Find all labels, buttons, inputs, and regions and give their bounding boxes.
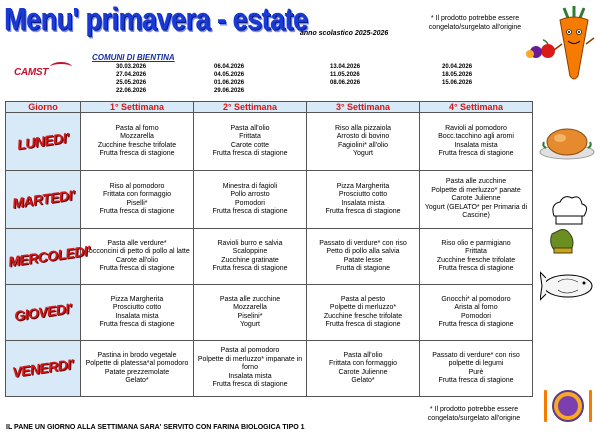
meal-item: Frutta fresca di stagione: [438, 321, 514, 328]
meal-item: Zucchine fresche trifolate: [436, 256, 516, 264]
meal-item: Insalata mista: [115, 312, 159, 320]
meal-item: Pomodori: [235, 199, 265, 207]
meal-item: Gnocchi* al pomodoro: [441, 295, 511, 303]
meal-item: Minestra di fagioli: [222, 182, 278, 190]
date: 25.05.2026: [116, 80, 147, 86]
meal-item: Gelato*: [125, 377, 149, 384]
date: 06.04.2026: [214, 64, 245, 70]
meal-item: Frutta fresca di stagione: [212, 150, 288, 157]
meal-item: Patate lesse: [343, 256, 383, 264]
meal-item: Carote Julienne: [451, 195, 501, 203]
meal-item: Frutta fresca di stagione: [212, 265, 288, 272]
row-wednesday: [6, 229, 533, 285]
meal-item: Piselini*: [237, 312, 263, 320]
day-monday: [6, 113, 81, 171]
meal-item: Zucchine fresche trifolate: [97, 141, 177, 149]
meal-item: Pasta alle zucchine: [219, 295, 281, 303]
day-label: GIOVEDI': [13, 300, 73, 325]
meal-item: Pasta alle zucchine: [445, 178, 507, 186]
meal-item: Yogurt: [240, 321, 260, 328]
meal-cell: [194, 285, 307, 341]
date: 08.06.2026: [330, 80, 361, 86]
meal-item: Piselli*: [126, 199, 148, 207]
day-label: LUNEDI': [16, 129, 70, 153]
meal-item: Polpette di merluzzo* impanate in forno: [197, 355, 303, 372]
roast-chicken-icon: [538, 118, 596, 162]
meal-item: Bocconcini di petto di pollo al latte: [84, 248, 190, 255]
meal-cell: [420, 229, 533, 285]
meal-item: Insalata mista: [228, 372, 272, 380]
note-top: * Il prodotto potrebbe essere congelato/surgelato all'origine: [428, 15, 522, 31]
meal-item: Mozzarella: [120, 133, 154, 140]
date: 11.05.2026: [330, 72, 360, 78]
dates-column-3: [330, 63, 360, 87]
meal-item: Pasta alle verdure*: [107, 239, 167, 247]
meal-item: Insalata mista: [454, 141, 498, 149]
meal-item: Gelato*: [351, 377, 375, 384]
meal-item: Arista al forno: [454, 304, 498, 311]
meal-cell: [81, 171, 194, 229]
header-week-2: 2° Settimana: [194, 102, 307, 113]
meal-item: Frutta fresca di stagione: [99, 321, 175, 328]
meal-cell: [307, 341, 420, 397]
date: 22.06.2026: [116, 88, 147, 94]
meal-item: Frutta fresca di stagione: [99, 265, 175, 272]
meal-item: Carote cotte: [230, 141, 270, 149]
meal-item: Frutta di stagione: [335, 265, 391, 272]
school-year: anno scolastico 2025-2026: [300, 30, 389, 37]
meal-item: Zucchine fresche trifolate: [323, 312, 403, 320]
meal-item: Frutta fresca di stagione: [438, 377, 514, 384]
meal-item: Pastina in brodo vegetale: [97, 351, 177, 359]
meal-cell: [307, 285, 420, 341]
meal-item: Bocc.tacchino agli aromi: [438, 133, 514, 140]
meal-item: Frutta fresca di stagione: [325, 208, 401, 215]
meal-cell: [420, 341, 533, 397]
menu-table: [5, 101, 533, 397]
meal-item: Arrosto di bovino: [336, 133, 390, 140]
logo-text: CAMST: [14, 67, 49, 78]
date: 13.04.2026: [330, 64, 361, 70]
dates-block: [112, 63, 512, 99]
date: 18.05.2026: [442, 72, 473, 78]
header-week-3: 3° Settimana: [307, 102, 420, 113]
day-label: MERCOLEDI': [7, 242, 92, 270]
date: 29.06.2026: [214, 88, 245, 94]
chef-hat-mitt-icon: [546, 194, 592, 256]
meal-cell: [420, 171, 533, 229]
date: 30.03.2026: [116, 64, 147, 70]
meal-item: Patate prezzemolate: [104, 368, 170, 376]
meal-item: Frutta fresca di stagione: [99, 208, 175, 215]
meal-item: Riso alla pizzaiola: [334, 124, 392, 132]
meal-item: Polpette di merluzzo*: [329, 304, 397, 311]
carrot-character-icon: [552, 4, 596, 84]
meal-cell: [194, 171, 307, 229]
meal-item: Frutta fresca di stagione: [325, 321, 401, 328]
comuni-title: COMUNI DI BIENTINA: [92, 53, 175, 62]
dates-column-1: [116, 63, 146, 95]
meal-item: Frittata con formaggio: [328, 360, 398, 367]
meal-item: Frutta fresca di stagione: [438, 265, 514, 272]
meal-cell: [194, 341, 307, 397]
meal-item: Frutta fresca di stagione: [438, 150, 514, 157]
date: 20.04.2026: [442, 64, 473, 70]
meal-item: Prosciutto cotto: [112, 304, 162, 311]
camst-logo: [14, 62, 72, 76]
meal-cell: [81, 113, 194, 171]
meal-item: Pizza Margherita: [110, 295, 164, 303]
row-thursday: [6, 285, 533, 341]
meal-cell: [81, 229, 194, 285]
date: 15.06.2026: [442, 80, 473, 86]
meal-item: Yogurt (GELATO* per Primaria di Cascine): [424, 203, 528, 220]
meal-item: Prosciutto cotto: [338, 191, 388, 198]
meal-item: Pasta al pesto: [340, 295, 386, 303]
meal-item: Mozzarella: [233, 304, 267, 311]
meal-item: Frutta fresca di stagione: [212, 208, 288, 215]
meal-cell: [81, 285, 194, 341]
meal-item: Ravioli al pomodoro: [445, 124, 507, 132]
menu-title: Menu' primavera - estate: [4, 2, 308, 37]
meal-item: Frittata: [465, 248, 487, 255]
meal-cell: [307, 113, 420, 171]
meal-cell: [307, 171, 420, 229]
meal-item: Polpette di merluzzo* panate: [431, 186, 521, 194]
plate-cutlery-icon: [540, 386, 596, 426]
row-tuesday: [6, 171, 533, 229]
meal-item: Fagiolini* all'olio: [338, 141, 388, 149]
meal-cell: [81, 341, 194, 397]
row-monday: [6, 113, 533, 171]
logo-arc-icon: [50, 62, 72, 72]
meal-item: Ravioli burro e salvia: [217, 239, 283, 247]
header-week-4: 4° Settimana: [420, 102, 533, 113]
day-wednesday: [6, 229, 92, 285]
meal-cell: [420, 113, 533, 171]
meal-item: Frutta fresca di stagione: [212, 381, 288, 389]
meal-item: Petto di pollo alla salvia: [326, 248, 400, 255]
meal-item: Passato di verdure* con riso: [432, 351, 520, 359]
meal-item: Insalata mista: [341, 199, 385, 207]
date: 04.05.2026: [214, 72, 245, 78]
meal-item: Pasta all'olio: [343, 351, 383, 359]
meal-cell: [307, 229, 420, 285]
meal-cell: [420, 285, 533, 341]
date: 27.04.2026: [116, 72, 147, 78]
meal-item: Purè: [468, 368, 484, 376]
meal-item: Carote Julienne: [338, 368, 388, 376]
meal-item: polpette di legumi: [448, 360, 504, 367]
meal-item: Pasta al pomodoro: [220, 347, 280, 355]
meal-item: Passato di verdure* con riso: [319, 239, 407, 247]
dates-column-4: [442, 63, 472, 87]
day-label: VENERDI': [11, 356, 75, 381]
meal-item: Zucchine gratinate: [221, 256, 279, 264]
date: 01.06.2026: [214, 80, 245, 86]
header-day: Giorno: [6, 102, 81, 113]
day-friday: [6, 341, 81, 397]
meal-cell: [194, 229, 307, 285]
meal-cell: [194, 113, 307, 171]
meal-item: Riso olio e parmigiano: [441, 239, 511, 247]
footer-note: IL PANE UN GIORNO ALLA SETTIMANA SARA' SERVITO CON FARINA BIOLOGICA TIPO 1: [6, 424, 305, 431]
meal-item: Scaloppine: [232, 248, 268, 255]
meal-item: Carote all'olio: [115, 256, 159, 264]
meal-item: Pizza Margherita: [336, 182, 390, 190]
meal-item: Pollo arrosto: [230, 191, 270, 198]
meal-item: Frittata: [239, 133, 261, 140]
meal-item: Frutta fresca di stagione: [99, 150, 175, 157]
meal-item: Yogurt: [353, 150, 373, 157]
meal-item: Frittata con formaggio: [102, 191, 172, 198]
meal-item: Riso al pomodoro: [109, 182, 165, 190]
header-week-1: 1° Settimana: [81, 102, 194, 113]
meal-item: Pomodori: [461, 312, 491, 320]
row-friday: [6, 341, 533, 397]
header-row: [6, 102, 533, 113]
meal-item: Pasta all'olio: [230, 124, 270, 132]
day-label: MARTEDI': [10, 186, 76, 212]
day-thursday: [6, 285, 81, 341]
meal-item: Pasta al forno: [115, 124, 159, 132]
dates-column-2: [214, 63, 244, 95]
note-bottom: * Il prodotto potrebbe essere congelato/surgelato all'origine: [427, 406, 521, 422]
day-tuesday: [6, 171, 81, 229]
fish-icon: [540, 266, 596, 306]
meal-item: Polpette di platessa*al pomodoro: [85, 360, 189, 367]
